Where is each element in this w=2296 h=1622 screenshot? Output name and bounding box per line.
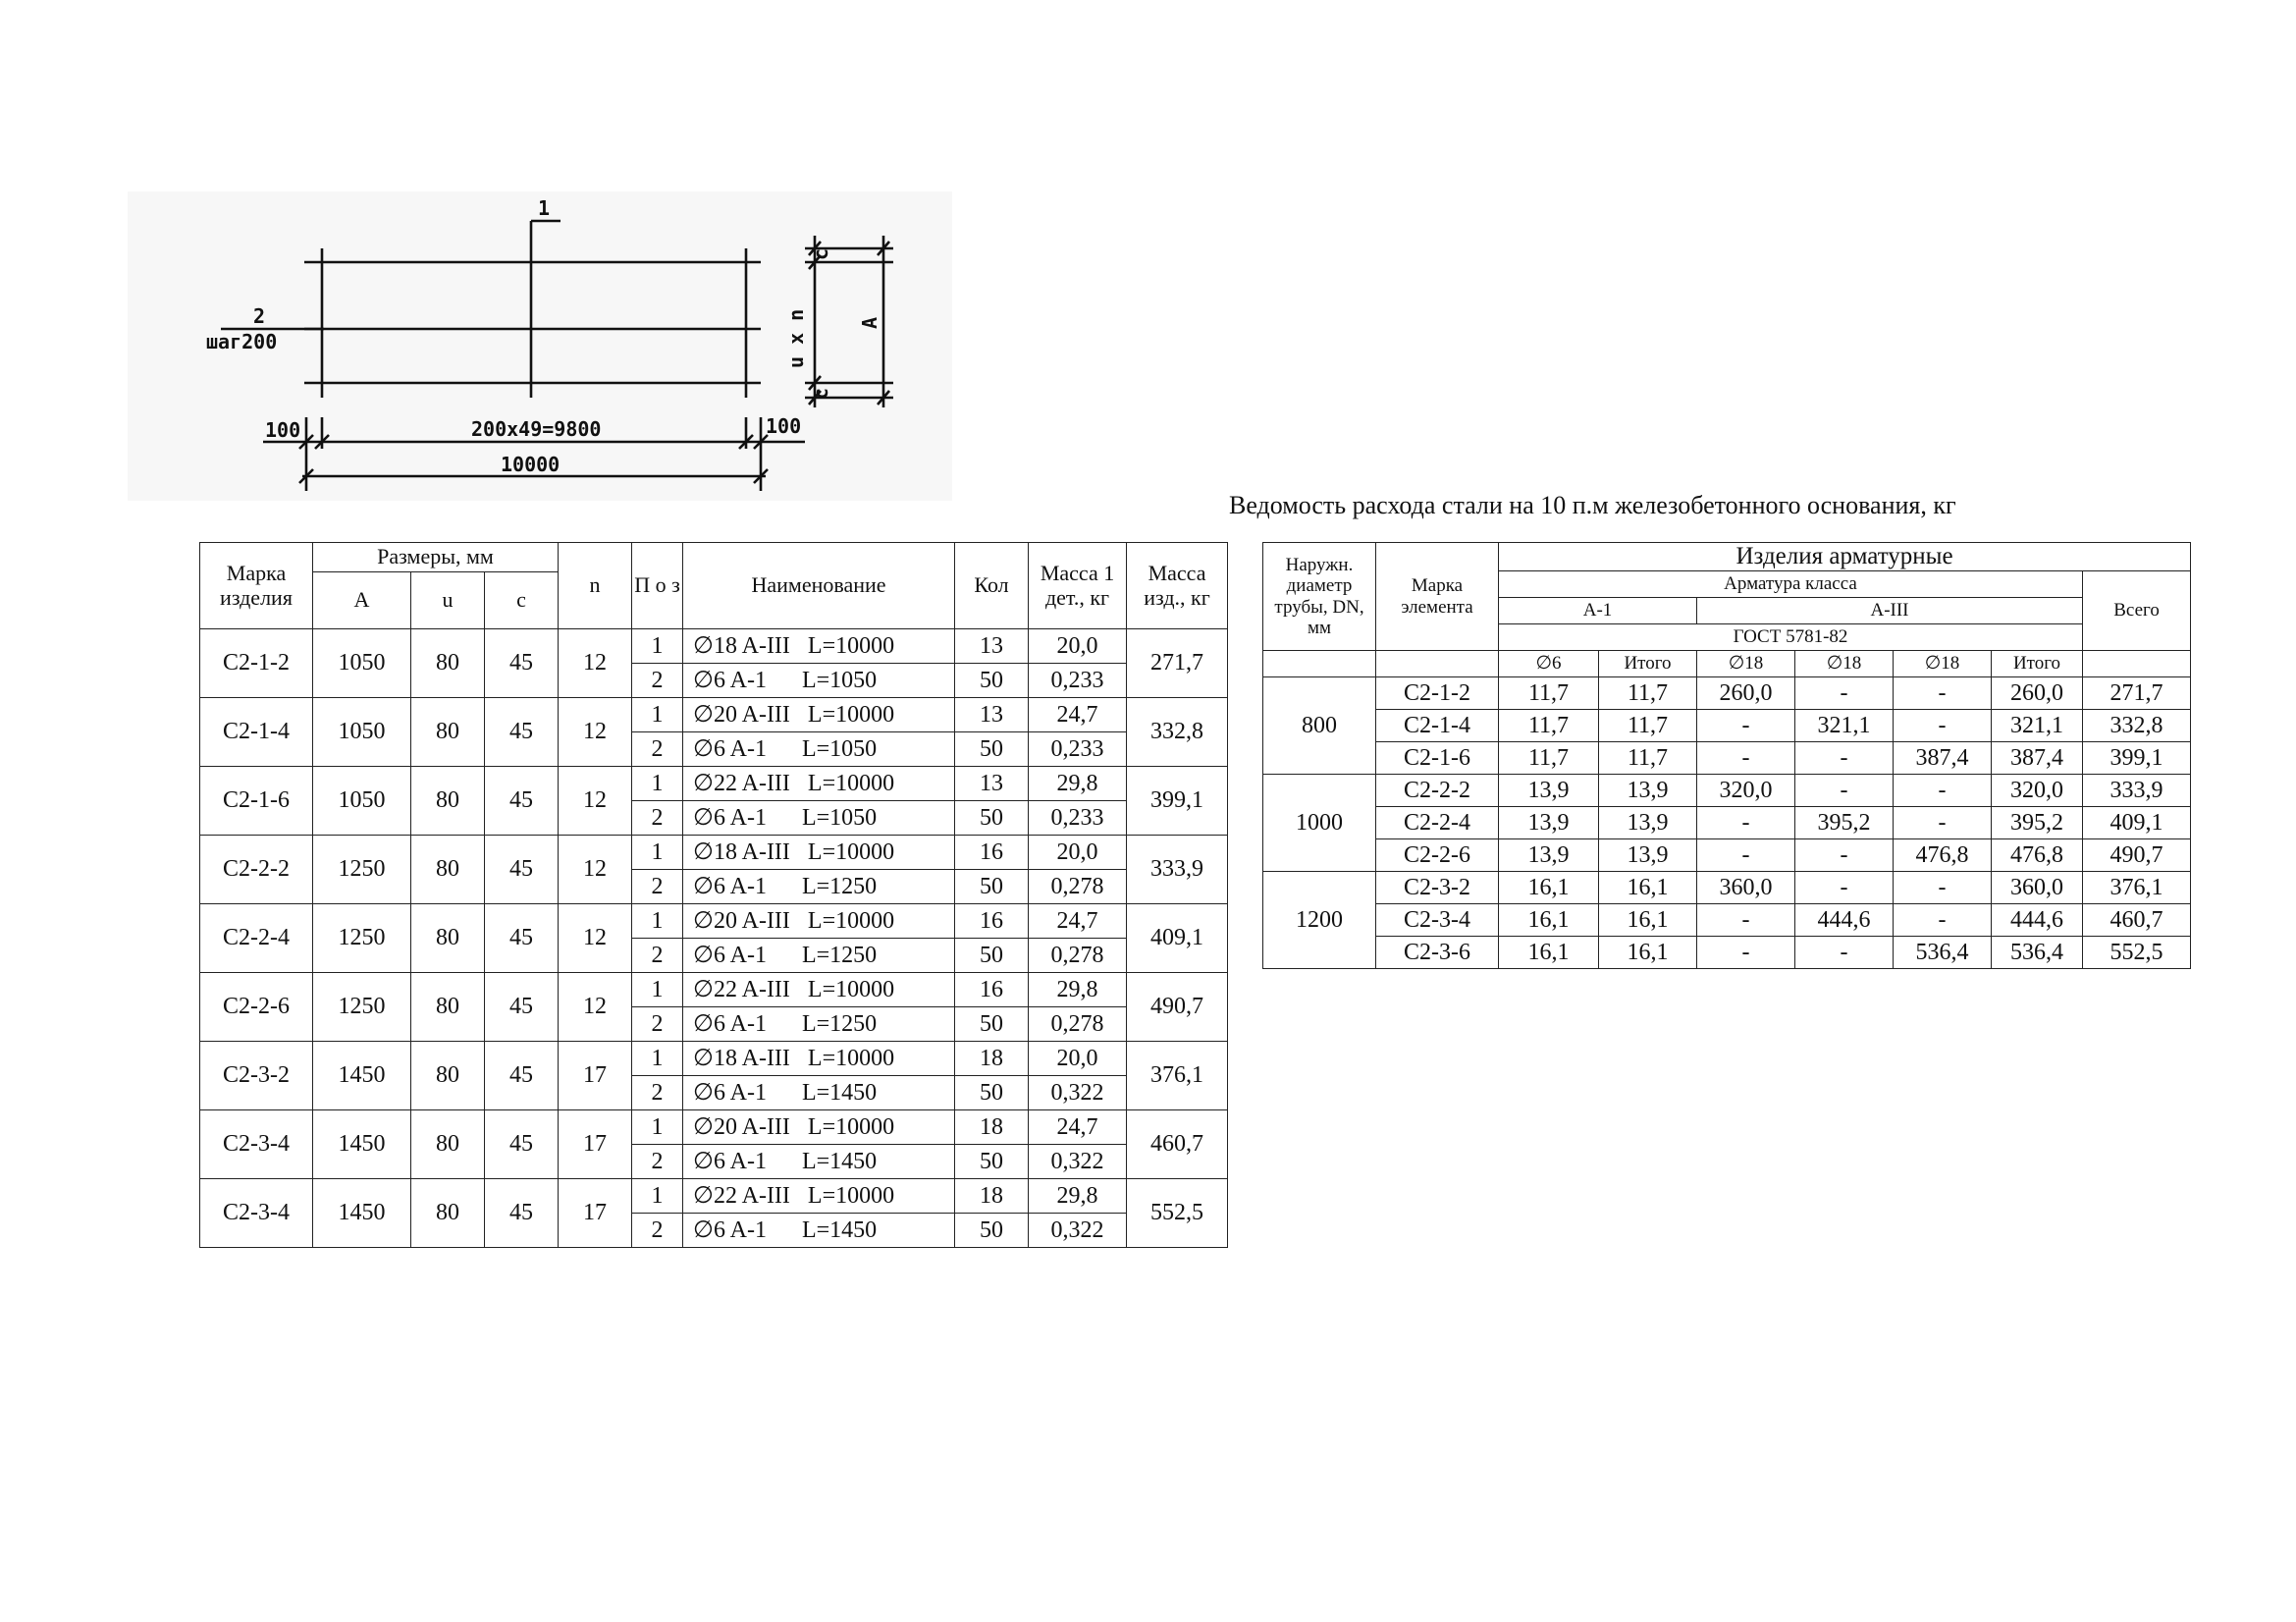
- mesh-drawing: [128, 191, 952, 501]
- product-n: 17: [559, 1179, 632, 1248]
- table-row: [1263, 677, 2191, 710]
- header-products: Изделия арматурные: [1499, 543, 2191, 571]
- item-name: ∅6 A-1 L=1450: [683, 1145, 955, 1179]
- header-mass-total: Масса изд., кг: [1127, 543, 1228, 629]
- item-pos: 2: [632, 870, 683, 904]
- item-qty: 50: [955, 732, 1029, 767]
- table-row: [1263, 742, 2191, 775]
- item-qty: 13: [955, 767, 1029, 801]
- header-rebar-class: Арматура класса: [1499, 571, 2083, 598]
- a3-itogo: 476,8: [1992, 839, 2083, 872]
- a1-d6: 13,9: [1499, 807, 1599, 839]
- product-mark: С2-1-4: [200, 698, 313, 767]
- header-mark: Марка изделия: [200, 543, 313, 629]
- item-mass: 29,8: [1029, 973, 1127, 1007]
- item-name: ∅6 A-1 L=1450: [683, 1076, 955, 1110]
- product-size-u: 80: [411, 698, 485, 767]
- item-pos: 1: [632, 1110, 683, 1145]
- header-pos: П о з: [632, 543, 683, 629]
- product-mark: С2-1-6: [200, 767, 313, 836]
- product-size-c: 45: [485, 629, 559, 698]
- item-mass: 0,322: [1029, 1076, 1127, 1110]
- table-row: [1263, 710, 2191, 742]
- product-n: 17: [559, 1042, 632, 1110]
- header-blank-1: [1263, 651, 1376, 677]
- product-size-c: 45: [485, 973, 559, 1042]
- product-mark: С2-3-2: [200, 1042, 313, 1110]
- header-A: A: [313, 572, 411, 629]
- a1-d6: 13,9: [1499, 775, 1599, 807]
- a1-itogo: 16,1: [1599, 937, 1697, 969]
- a3-d18-a: -: [1697, 904, 1795, 937]
- a3-itogo: 444,6: [1992, 904, 2083, 937]
- item-mass: 0,233: [1029, 801, 1127, 836]
- product-mark: С2-2-4: [200, 904, 313, 973]
- header-n: n: [559, 543, 632, 629]
- item-name: ∅6 A-1 L=1250: [683, 1007, 955, 1042]
- total: 376,1: [2083, 872, 2191, 904]
- item-pos: 1: [632, 836, 683, 870]
- item-name: ∅20 A-III L=10000: [683, 698, 955, 732]
- table-row: [200, 698, 1228, 732]
- table-row: [1263, 937, 2191, 969]
- table-row: [200, 904, 1228, 939]
- item-qty: 50: [955, 939, 1029, 973]
- product-total-mass: 552,5: [1127, 1179, 1228, 1248]
- item-name: ∅6 A-1 L=1050: [683, 732, 955, 767]
- item-name: ∅6 A-1 L=1250: [683, 870, 955, 904]
- table-row: [200, 1110, 1228, 1145]
- total: 460,7: [2083, 904, 2191, 937]
- a3-d18-a: 360,0: [1697, 872, 1795, 904]
- total: 333,9: [2083, 775, 2191, 807]
- item-mass: 20,0: [1029, 1042, 1127, 1076]
- item-mass: 0,278: [1029, 939, 1127, 973]
- item-mass: 29,8: [1029, 1179, 1127, 1214]
- table-row: [1263, 904, 2191, 937]
- steel-table-caption: Ведомость расхода стали на 10 п.м железобетонного основания, кг: [1229, 491, 1956, 519]
- a1-d6: 11,7: [1499, 677, 1599, 710]
- item-pos: 1: [632, 973, 683, 1007]
- a3-d18-a: 320,0: [1697, 775, 1795, 807]
- table-row: [1263, 775, 2191, 807]
- header-diameter: Наружн. диаметр трубы, DN, мм: [1263, 543, 1376, 651]
- total: 552,5: [2083, 937, 2191, 969]
- item-mass: 20,0: [1029, 629, 1127, 664]
- total: 409,1: [2083, 807, 2191, 839]
- item-pos: 2: [632, 939, 683, 973]
- header-name: Наименование: [683, 543, 955, 629]
- table-row: [200, 973, 1228, 1007]
- item-mass: 0,233: [1029, 664, 1127, 698]
- product-total-mass: 490,7: [1127, 973, 1228, 1042]
- element-mark: С2-3-4: [1376, 904, 1499, 937]
- total: 332,8: [2083, 710, 2191, 742]
- product-n: 12: [559, 767, 632, 836]
- steel-consumption-body: [1263, 677, 2191, 969]
- a3-d18-c: 536,4: [1894, 937, 1992, 969]
- header-sizes: Размеры, мм: [313, 543, 559, 572]
- products-table-body: [200, 629, 1228, 1248]
- element-mark: С2-3-6: [1376, 937, 1499, 969]
- item-name: ∅22 A-III L=10000: [683, 767, 955, 801]
- product-total-mass: 332,8: [1127, 698, 1228, 767]
- drawing-dim-un: u x n: [784, 308, 808, 368]
- drawing-dim-span: 200х49=9800: [471, 417, 602, 441]
- total: 490,7: [2083, 839, 2191, 872]
- drawing-dim-total: 10000: [501, 453, 561, 476]
- a3-itogo: 536,4: [1992, 937, 2083, 969]
- header-mass-one: Масса 1 дет., кг: [1029, 543, 1127, 629]
- header-blank-3: [2083, 651, 2191, 677]
- item-pos: 2: [632, 1214, 683, 1248]
- product-size-u: 80: [411, 767, 485, 836]
- a3-itogo: 321,1: [1992, 710, 2083, 742]
- item-mass: 24,7: [1029, 904, 1127, 939]
- header-gost: ГОСТ 5781-82: [1499, 624, 2083, 651]
- header-blank-2: [1376, 651, 1499, 677]
- table-row: [200, 1179, 1228, 1214]
- element-mark: С2-1-2: [1376, 677, 1499, 710]
- header-d18-b: ∅18: [1795, 651, 1894, 677]
- a3-d18-a: -: [1697, 807, 1795, 839]
- total: 399,1: [2083, 742, 2191, 775]
- element-mark: С2-2-6: [1376, 839, 1499, 872]
- product-total-mass: 409,1: [1127, 904, 1228, 973]
- item-pos: 1: [632, 904, 683, 939]
- product-mark: С2-3-4: [200, 1110, 313, 1179]
- a1-d6: 13,9: [1499, 839, 1599, 872]
- element-mark: С2-2-4: [1376, 807, 1499, 839]
- product-size-c: 45: [485, 698, 559, 767]
- header-itogo-a1: Итого: [1599, 651, 1697, 677]
- item-name: ∅18 A-III L=10000: [683, 1042, 955, 1076]
- product-size-c: 45: [485, 767, 559, 836]
- pipe-diameter: 1200: [1263, 872, 1376, 969]
- product-size-A: 1050: [313, 629, 411, 698]
- item-qty: 50: [955, 1214, 1029, 1248]
- table-row: [200, 767, 1228, 801]
- item-name: ∅22 A-III L=10000: [683, 1179, 955, 1214]
- a1-itogo: 11,7: [1599, 677, 1697, 710]
- a3-d18-a: -: [1697, 742, 1795, 775]
- item-mass: 0,278: [1029, 1007, 1127, 1042]
- item-qty: 13: [955, 629, 1029, 664]
- a3-d18-a: -: [1697, 937, 1795, 969]
- item-pos: 1: [632, 629, 683, 664]
- product-size-A: 1250: [313, 836, 411, 904]
- product-size-A: 1250: [313, 973, 411, 1042]
- drawing-pos1-label: 1: [538, 196, 551, 220]
- a3-d18-c: 476,8: [1894, 839, 1992, 872]
- a1-itogo: 13,9: [1599, 807, 1697, 839]
- element-mark: С2-1-6: [1376, 742, 1499, 775]
- product-size-A: 1450: [313, 1110, 411, 1179]
- product-size-c: 45: [485, 1042, 559, 1110]
- drawing-dim-c-top: c: [809, 247, 832, 260]
- a3-itogo: 360,0: [1992, 872, 2083, 904]
- a1-itogo: 16,1: [1599, 904, 1697, 937]
- a1-d6: 16,1: [1499, 904, 1599, 937]
- item-name: ∅6 A-1 L=1250: [683, 939, 955, 973]
- product-n: 12: [559, 973, 632, 1042]
- drawing-dim-A: A: [858, 316, 881, 329]
- item-qty: 50: [955, 1076, 1029, 1110]
- header-total: Всего: [2083, 571, 2191, 651]
- pipe-diameter: 1000: [1263, 775, 1376, 872]
- item-pos: 1: [632, 767, 683, 801]
- pipe-diameter: 800: [1263, 677, 1376, 775]
- product-size-u: 80: [411, 629, 485, 698]
- item-pos: 2: [632, 1145, 683, 1179]
- item-pos: 2: [632, 801, 683, 836]
- a1-itogo: 13,9: [1599, 839, 1697, 872]
- a3-d18-b: 321,1: [1795, 710, 1894, 742]
- product-mark: С2-3-4: [200, 1179, 313, 1248]
- item-qty: 50: [955, 1145, 1029, 1179]
- item-name: ∅6 A-1 L=1050: [683, 801, 955, 836]
- a3-itogo: 260,0: [1992, 677, 2083, 710]
- a3-d18-a: 260,0: [1697, 677, 1795, 710]
- item-qty: 16: [955, 904, 1029, 939]
- product-size-u: 80: [411, 973, 485, 1042]
- product-size-A: 1250: [313, 904, 411, 973]
- product-total-mass: 376,1: [1127, 1042, 1228, 1110]
- header-d18-a: ∅18: [1697, 651, 1795, 677]
- a1-itogo: 11,7: [1599, 710, 1697, 742]
- item-name: ∅22 A-III L=10000: [683, 973, 955, 1007]
- table-row: [1263, 807, 2191, 839]
- product-size-c: 45: [485, 1179, 559, 1248]
- item-mass: 24,7: [1029, 698, 1127, 732]
- product-total-mass: 399,1: [1127, 767, 1228, 836]
- drawing-dim-edge-right: 100: [766, 414, 802, 438]
- item-pos: 2: [632, 732, 683, 767]
- product-size-u: 80: [411, 904, 485, 973]
- item-mass: 0,322: [1029, 1214, 1127, 1248]
- item-qty: 16: [955, 973, 1029, 1007]
- item-pos: 2: [632, 1007, 683, 1042]
- a3-d18-c: 387,4: [1894, 742, 1992, 775]
- item-mass: 0,233: [1029, 732, 1127, 767]
- total: 271,7: [2083, 677, 2191, 710]
- product-n: 12: [559, 836, 632, 904]
- item-qty: 50: [955, 664, 1029, 698]
- product-size-u: 80: [411, 1179, 485, 1248]
- a3-itogo: 395,2: [1992, 807, 2083, 839]
- item-qty: 13: [955, 698, 1029, 732]
- item-mass: 0,278: [1029, 870, 1127, 904]
- product-n: 12: [559, 629, 632, 698]
- a3-d18-b: -: [1795, 775, 1894, 807]
- product-size-c: 45: [485, 1110, 559, 1179]
- a3-d18-b: -: [1795, 937, 1894, 969]
- a3-d18-c: -: [1894, 872, 1992, 904]
- header-qty: Кол: [955, 543, 1029, 629]
- product-mark: С2-2-6: [200, 973, 313, 1042]
- drawing-dim-c-bottom: c: [809, 387, 832, 400]
- a1-itogo: 11,7: [1599, 742, 1697, 775]
- a3-d18-c: -: [1894, 710, 1992, 742]
- a3-d18-c: -: [1894, 904, 1992, 937]
- table-row: [200, 1042, 1228, 1076]
- a1-d6: 11,7: [1499, 710, 1599, 742]
- a1-d6: 16,1: [1499, 872, 1599, 904]
- header-c: c: [485, 572, 559, 629]
- a3-d18-b: -: [1795, 872, 1894, 904]
- item-name: ∅20 A-III L=10000: [683, 904, 955, 939]
- header-itogo-a3: Итого: [1992, 651, 2083, 677]
- item-qty: 50: [955, 1007, 1029, 1042]
- item-pos: 2: [632, 1076, 683, 1110]
- table-row: [200, 836, 1228, 870]
- a3-d18-c: -: [1894, 807, 1992, 839]
- a3-d18-b: 444,6: [1795, 904, 1894, 937]
- product-size-u: 80: [411, 1042, 485, 1110]
- product-size-c: 45: [485, 904, 559, 973]
- a3-itogo: 320,0: [1992, 775, 2083, 807]
- item-pos: 2: [632, 664, 683, 698]
- product-n: 12: [559, 698, 632, 767]
- table-row: [1263, 872, 2191, 904]
- header-d6: ∅6: [1499, 651, 1599, 677]
- a3-d18-c: -: [1894, 775, 1992, 807]
- header-u: u: [411, 572, 485, 629]
- a1-d6: 11,7: [1499, 742, 1599, 775]
- product-total-mass: 333,9: [1127, 836, 1228, 904]
- item-mass: 29,8: [1029, 767, 1127, 801]
- product-size-A: 1450: [313, 1042, 411, 1110]
- table-row: [1263, 839, 2191, 872]
- item-name: ∅20 A-III L=10000: [683, 1110, 955, 1145]
- item-qty: 18: [955, 1042, 1029, 1076]
- product-size-u: 80: [411, 1110, 485, 1179]
- a3-d18-b: -: [1795, 742, 1894, 775]
- drawing-pos2-label: 2: [253, 304, 266, 328]
- product-total-mass: 271,7: [1127, 629, 1228, 698]
- table-row: [200, 629, 1228, 664]
- product-size-u: 80: [411, 836, 485, 904]
- a3-d18-a: -: [1697, 710, 1795, 742]
- a3-d18-c: -: [1894, 677, 1992, 710]
- header-element: Марка элемента: [1376, 543, 1499, 651]
- product-size-A: 1050: [313, 767, 411, 836]
- header-class-a3: A-III: [1697, 598, 2083, 624]
- item-name: ∅6 A-1 L=1050: [683, 664, 955, 698]
- item-qty: 50: [955, 801, 1029, 836]
- product-size-A: 1450: [313, 1179, 411, 1248]
- item-mass: 0,322: [1029, 1145, 1127, 1179]
- item-qty: 50: [955, 870, 1029, 904]
- header-d18-c: ∅18: [1894, 651, 1992, 677]
- a1-itogo: 16,1: [1599, 872, 1697, 904]
- element-mark: С2-2-2: [1376, 775, 1499, 807]
- mesh-drawing-svg: [128, 191, 952, 501]
- product-n: 17: [559, 1110, 632, 1179]
- item-pos: 1: [632, 698, 683, 732]
- drawing-step-label: шаг200: [206, 330, 278, 353]
- a1-itogo: 13,9: [1599, 775, 1697, 807]
- item-qty: 16: [955, 836, 1029, 870]
- item-name: ∅18 A-III L=10000: [683, 629, 955, 664]
- product-size-A: 1050: [313, 698, 411, 767]
- item-name: ∅6 A-1 L=1450: [683, 1214, 955, 1248]
- a3-itogo: 387,4: [1992, 742, 2083, 775]
- product-mark: С2-1-2: [200, 629, 313, 698]
- product-size-c: 45: [485, 836, 559, 904]
- products-table: [199, 542, 1228, 1248]
- item-mass: 24,7: [1029, 1110, 1127, 1145]
- a1-d6: 16,1: [1499, 937, 1599, 969]
- product-total-mass: 460,7: [1127, 1110, 1228, 1179]
- item-qty: 18: [955, 1110, 1029, 1145]
- item-pos: 1: [632, 1042, 683, 1076]
- item-name: ∅18 A-III L=10000: [683, 836, 955, 870]
- item-pos: 1: [632, 1179, 683, 1214]
- a3-d18-b: -: [1795, 839, 1894, 872]
- product-n: 12: [559, 904, 632, 973]
- drawing-dim-edge-left: 100: [265, 418, 301, 442]
- header-class-a1: A-1: [1499, 598, 1697, 624]
- item-qty: 18: [955, 1179, 1029, 1214]
- element-mark: С2-1-4: [1376, 710, 1499, 742]
- a3-d18-b: 395,2: [1795, 807, 1894, 839]
- element-mark: С2-3-2: [1376, 872, 1499, 904]
- steel-consumption-table: [1262, 542, 2191, 969]
- a3-d18-a: -: [1697, 839, 1795, 872]
- product-mark: С2-2-2: [200, 836, 313, 904]
- a3-d18-b: -: [1795, 677, 1894, 710]
- item-mass: 20,0: [1029, 836, 1127, 870]
